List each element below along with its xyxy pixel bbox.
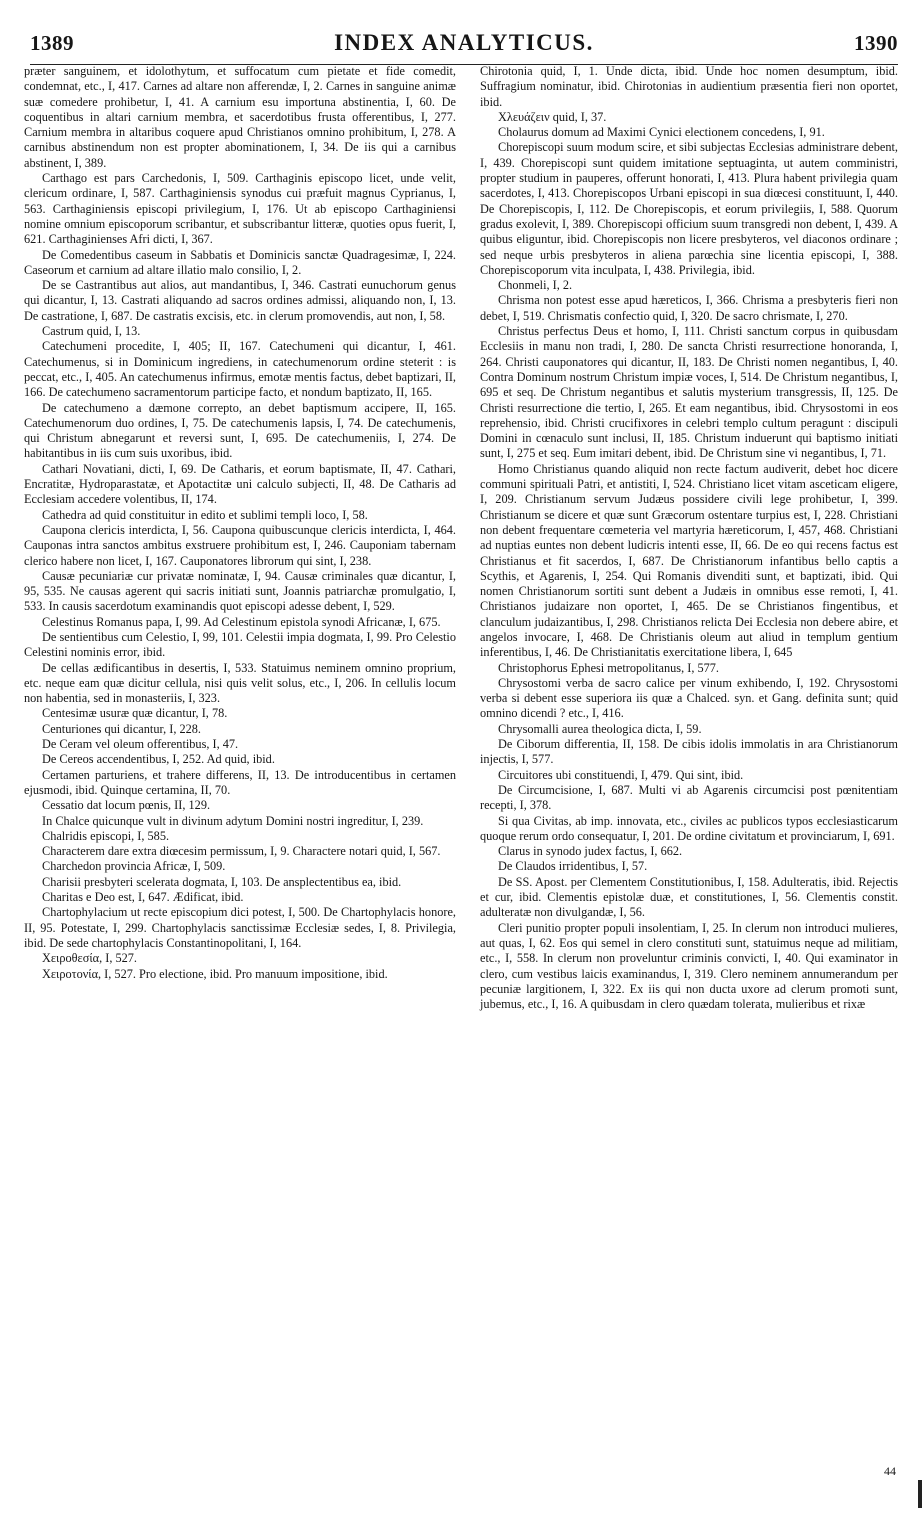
index-entry: Carthago est pars Carchedonis, I, 509. Carthaginis episcopo licet, unde velit, clericum ordinare, I, 587. Carthaginiensis synodus cui præfuit magnus Cyprianus, I, 563. Carthaginiensis episcopi privilegium, I, 176. Ut ab episcopo Carthaginiensi nomine omnium episcoporum scribantur, et subscribantur litteræ, quoties opus fuerit, I, 621. Carthaginienses Afri dicti, I, 367.	[24, 171, 456, 247]
page-header	[30, 30, 898, 65]
index-entry: Charitas e Deo est, I, 647. Ædificat, ibid.	[42, 890, 244, 905]
index-entry: Cathedra ad quid constituitur in edito et sublimi templi loco, I, 58.	[42, 507, 368, 522]
index-entry: Caupona clericis interdicta, I, 56. Caupona quibuscunque clericis interdicta, I, 464. Cauponas intra sanctos ambitus exstruere prohibitum est, I, 246. Cauponiam tabernam clerico habere non licet, I, 167. Cauponatores librorum qui sint, I, 238.	[24, 522, 456, 568]
index-entry: De se Castrantibus aut alios, aut mandantibus, I, 346. Castrati eunuchorum genus qui dicantur, I, 13. Castrati aliquando ad sacros ordines admissi, aliquando non, I, 13. De castratione, I, 687. De castratis excisis, etc. in clerum promovendis, aut non, I, 58.	[24, 278, 456, 323]
index-entry: De Circumcisione, I, 687. Multi vi ab Agarenis circumcisi post pœnitentiam recepti, I, 378.	[480, 782, 898, 813]
index-entry: Centesimæ usuræ quæ dicantur, I, 78.	[42, 706, 228, 721]
right-column	[480, 64, 898, 1012]
index-entry: Chalridis episcopi, I, 585.	[42, 828, 170, 843]
index-entry: De sentientibus cum Celestio, I, 99, 101. Celestii impia dogmata, I, 99. Pro Celestio Celestini nominis error, ibid.	[24, 629, 456, 660]
index-entry: De Ciborum differentia, II, 158. De cibis idolis immolatis in ara Christianorum injectis, I, 577.	[480, 737, 898, 767]
index-entry: Si qua Civitas, ab imp. innovata, etc., civiles ac publicos typos ecclesiasticarum quoque rerum ordo consequatur, I, 201. De ordine civitatum et provinciarum, I, 691.	[480, 813, 898, 843]
index-entry: Characterem dare extra diœcesim permissum, I, 9. Charactere notari quid, I, 567.	[42, 844, 441, 859]
index-entry: Celestinus Romanus papa, I, 99. Ad Celestinum epistola synodi Africanæ, I, 675.	[42, 614, 441, 629]
index-entry: De Comedentibus caseum in Sabbatis et Dominicis sanctæ Quadragesimæ, I, 224. Caseorum et carnium ad altare illatio malo consilio, I, 2.	[24, 247, 456, 277]
index-entry: Charchedon provincia Africæ, I, 509.	[42, 859, 226, 874]
index-entry: De cellas ædificantibus in desertis, I, 533. Statuimus neminem omnino proprium, etc. neque eam quæ dicitur cellula, nisi quis velit solus, etc., I, 206. In cellulis locum non habentia, sed in monasteriis, I, 323.	[24, 660, 456, 706]
index-entry: De Ceram vel oleum offerentibus, I, 47.	[42, 737, 239, 752]
index-entry: Χλευάζειν quid, I, 37.	[498, 109, 607, 124]
index-entry: Chonmeli, I, 2.	[498, 278, 573, 293]
page-edge-mark	[918, 1480, 922, 1508]
index-entry: Chartophylacium ut recte episcopium dici potest, I, 500. De Chartophylacis honore, II, 95. Potestate, I, 299. Chartophylacis sanctissimæ Ecclesiæ sedes, I, 8. Privilegia, ibid. De sede chartophylacis Constantinopolitani, I, 164.	[24, 905, 456, 950]
right-page-number: 1390	[853, 31, 898, 55]
index-entry: Circuitores ubi constituendi, I, 479. Qui sint, ibid.	[498, 767, 744, 782]
index-entry: Cathari Novatiani, dicti, I, 69. De Catharis, et eorum baptismate, II, 47. Cathari, Encratitæ, Hydroparastatæ, et Apotactitæ uni calculo subjecti, II, 48. De Catharis ad Ecclesiam accedere volentibus, II, 174.	[24, 461, 456, 507]
index-entry: De SS. Apost. per Clementem Constitutionibus, I, 158. Adulteratis, ibid. Rejectis et cur, ibid. Clementis epistolæ duæ, et constitutiones, I, 56. Clementis constit. adulteratæ non divulgandæ, I, 56.	[480, 874, 898, 920]
index-entry: Clarus in synodo judex factus, I, 662.	[498, 844, 683, 859]
index-entry: Christophorus Ephesi metropolitanus, I, 577.	[498, 660, 719, 675]
index-entry: Certamen parturiens, et trahere differens, II, 13. De introducentibus in certamen ejusmodi, ibid. Quinque certamina, II, 70.	[24, 767, 456, 797]
index-entry: Centuriones qui dicantur, I, 228.	[42, 721, 201, 736]
index-entry: Christus perfectus Deus et homo, I, 111. Christi sanctum corpus in quibusdam Ecclesiis in manu non tradi, I, 280. De sancta Christi resurrectione honoranda, I, 264. Christi cauponatores qui dicantur, II, 183. De Christi nomen negantibus, I, 40. Contra Dominum nostrum Christum impiæ voces, I, 514. De Christum negantibus, I, 695 et seq. De Christum negantibus et salutis mysterium transgressis, II, 125. De Christi resurrectione die tertio, I, 265. Et eam negantibus, ibid. Chrysostomi in eos reprehensio, ibid. Christi crucifixores in celebri templo cultum peragunt : discipuli Domini in cœnaculo sunt inclusi, II, 185. Christum induerunt qui baptismo initiati sunt, I, 275 et seq. Eum imitari debent, ibid. De Christum sine vi negantibus, I, 71.	[480, 324, 898, 461]
index-entry: Homo Christianus quando aliquid non recte factum audiverit, debet hoc dicere communi spirituali Patri, et antistiti, I, 524. Christiano licet vitam asceticam eligere, I, 209. Christianum servum Judæus possidere civili lege prohibetur, I, 399. Christianum se dicere et quæ sunt Græcorum ostentare turpius est, I, 228. Christiani non debent frequentare cœmeteria vel martyria hæreticorum, I, 457, 468. Christiani ad nuptias euntes non debent ludicris intenti esse, II, 66. De eo qui recens factus est Christianus et fit sacerdos, I, 687. De Christianorum infantibus bello captis a Scythis, et Agarenis, I, 254. Qui Romanis divenditi sunt, et baptizati, ibid. Qui nomen Christianorum sortiti sunt debent a Judæis in omnibus esse remoti, I, 41. Christianos judaizare non oportet, I, 465. De se Christianos fingentibus, et clanculum judaizantibus, I, 298. Christianos relicta Dei Ecclesia non debere abire, et angelos invocare, I, 468. De Christianis oleum aut aliud in templum gentium inferentibus, I, 46. De Christianitatis exercitatione libera, I, 645	[480, 461, 898, 660]
index-entry: Chrysomalli aurea theologica dicta, I, 59.	[498, 721, 702, 736]
page-signature: 44	[884, 1464, 896, 1478]
index-entry: Chorepiscopi suum modum scire, et sibi subjectas Ecclesias administrare debent, I, 439. Chorepiscopi sunt quidem imitatione septuaginta, ut autem comministri, propter studium in pauperes, offerunt honorati, I, 413. Plura habent privilegia quam sacerdotes, I, 413. Chorepiscopos Urbani episcopi in sua diœcesi constituunt, I, 440. De Chorepiscopis, I, 112. De Chorepiscopis, et eorum privilegiis, I, 588. Quorum gradus exolevit, I, 389. Chorepiscopi officium suum transgredi non debent, I, 439. A quibus eliguntur, ibid. Chorepiscopis non licere presbyteros, vel diaconos ordinare ; sed neque urbis presbyteros in aliena parœchia sine licentia episcopi, I, 388. Chorepiscoporum vita inculpata, I, 438. Privilegia, ibid.	[480, 140, 898, 277]
index-entry: Chrysostomi verba de sacro calice per vinum exhibendo, I, 192. Chrysostomi verba si debent esse superiora iis quæ a Chalced. syn. et Gang. definita sunt; quid omnino dicendi ? etc., I, 416.	[480, 675, 898, 721]
index-entry: Cessatio dat locum pœnis, II, 129.	[42, 798, 211, 813]
page-title: INDEX ANALYTICUS.	[334, 30, 594, 55]
index-entry: præter sanguinem, et idolothytum, et suffocatum cum pietate et fide comedit, condemnat, etc., I, 417. Carnes ad altare non afferendæ, I, 2. Carnes in sanguine animæ suæ comedere prohibetur, I, 41. A carnium esu importuna abstinentia, I, 60. De coquentibus in altari carnium membra, et sacerdotibus frusta offerentibus, I, 277. Carnium membra in altaribus coquere apud Christianos omnino prohibitum, I, 278. A carnibus abstinendum non est propter abominationem, I, 34. De iis qui a carnibus abstinent, I, 389.	[24, 64, 456, 170]
index-entry: De Claudos irridentibus, I, 57.	[498, 859, 648, 874]
index-entry: De Cereos accendentibus, I, 252. Ad quid, ibid.	[42, 752, 275, 767]
index-entry: Castrum quid, I, 13.	[42, 324, 141, 339]
index-entry: Cleri punitio propter populi insolentiam, I, 25. In clerum non introduci mulieres, aut quas, I, 62. Eos qui semel in clero constituti sunt, statuimus neque ad militiam, etc., I, 558. In clerum non proveluntur criminis convicti, I, 40. Qui examinator in clero, cum vestibus laicis examinandus, I, 319. Clero neminem annumerandum per pecuniæ largitionem, I, 322. Ex iis qui non ducta uxore ad clerum promoti sunt, jubemus, etc., I, 16. A quibusdam in clero quædam tolerata, mulieribus et rixæ	[480, 920, 898, 1012]
index-entry: Chirotonia quid, I, 1. Unde dicta, ibid. Unde hoc nomen desumptum, ibid. Suffragium nominatur, ibid. Chirotonias in audientium præsentia fieri non oportet, ibid.	[480, 64, 898, 109]
left-column	[24, 64, 456, 982]
index-entry: Charisii presbyteri scelerata dogmata, I, 103. De ansplectentibus ea, ibid.	[42, 874, 402, 889]
index-entry: Χειροθεσία, I, 527.	[42, 951, 137, 966]
index-entry: Causæ pecuniariæ cur privatæ nominatæ, I, 94. Causæ criminales quæ dicantur, I, 95, 535. Ne causas agerent qui sacris initiati sunt, Joannis patriarchæ promulgatio, I, 533. In causis sacerdotum examinandis quot episcopi adesse debent, I, 529.	[24, 568, 456, 614]
index-entry: Catechumeni procedite, I, 405; II, 167. Catechumeni qui dicantur, I, 461. Catechumenus, si in Dominicum ingrediens, in catechumenorum ordine steterit : is peccat, etc., I, 405. An catechumenus infirmus, emotæ mentis factus, debet baptizari, II, 166. De catechumeno sacramentorum participe facto, et nondum baptizato, II, 165.	[24, 339, 456, 400]
index-entry: In Chalce quicunque vult in divinum adytum Domini nostri ingreditur, I, 239.	[42, 813, 424, 828]
left-page-number: 1389	[30, 31, 74, 55]
index-entry: Χειροτονία, I, 527. Pro electione, ibid. Pro manuum impositione, ibid.	[42, 966, 388, 981]
index-entry: Cholaurus domum ad Maximi Cynici electionem concedens, I, 91.	[498, 125, 825, 140]
index-entry: De catechumeno a dæmone correpto, an debet baptismum accipere, II, 165. Catechumenorum duo ordines, I, 75. De catechumenis lapsis, I, 74. De catechumenis, qui Christum abnegarunt et reversi sunt, I, 695. De catechumeniis, I, 274. De habitantibus in iis cum suis uxoribus, ibid.	[24, 400, 456, 461]
index-entry: Chrisma non potest esse apud hæreticos, I, 366. Chrisma a presbyteris fieri non debet, I, 519. Chrismatis confectio quid, I, 320. De sacro chrismate, I, 270.	[480, 293, 898, 323]
